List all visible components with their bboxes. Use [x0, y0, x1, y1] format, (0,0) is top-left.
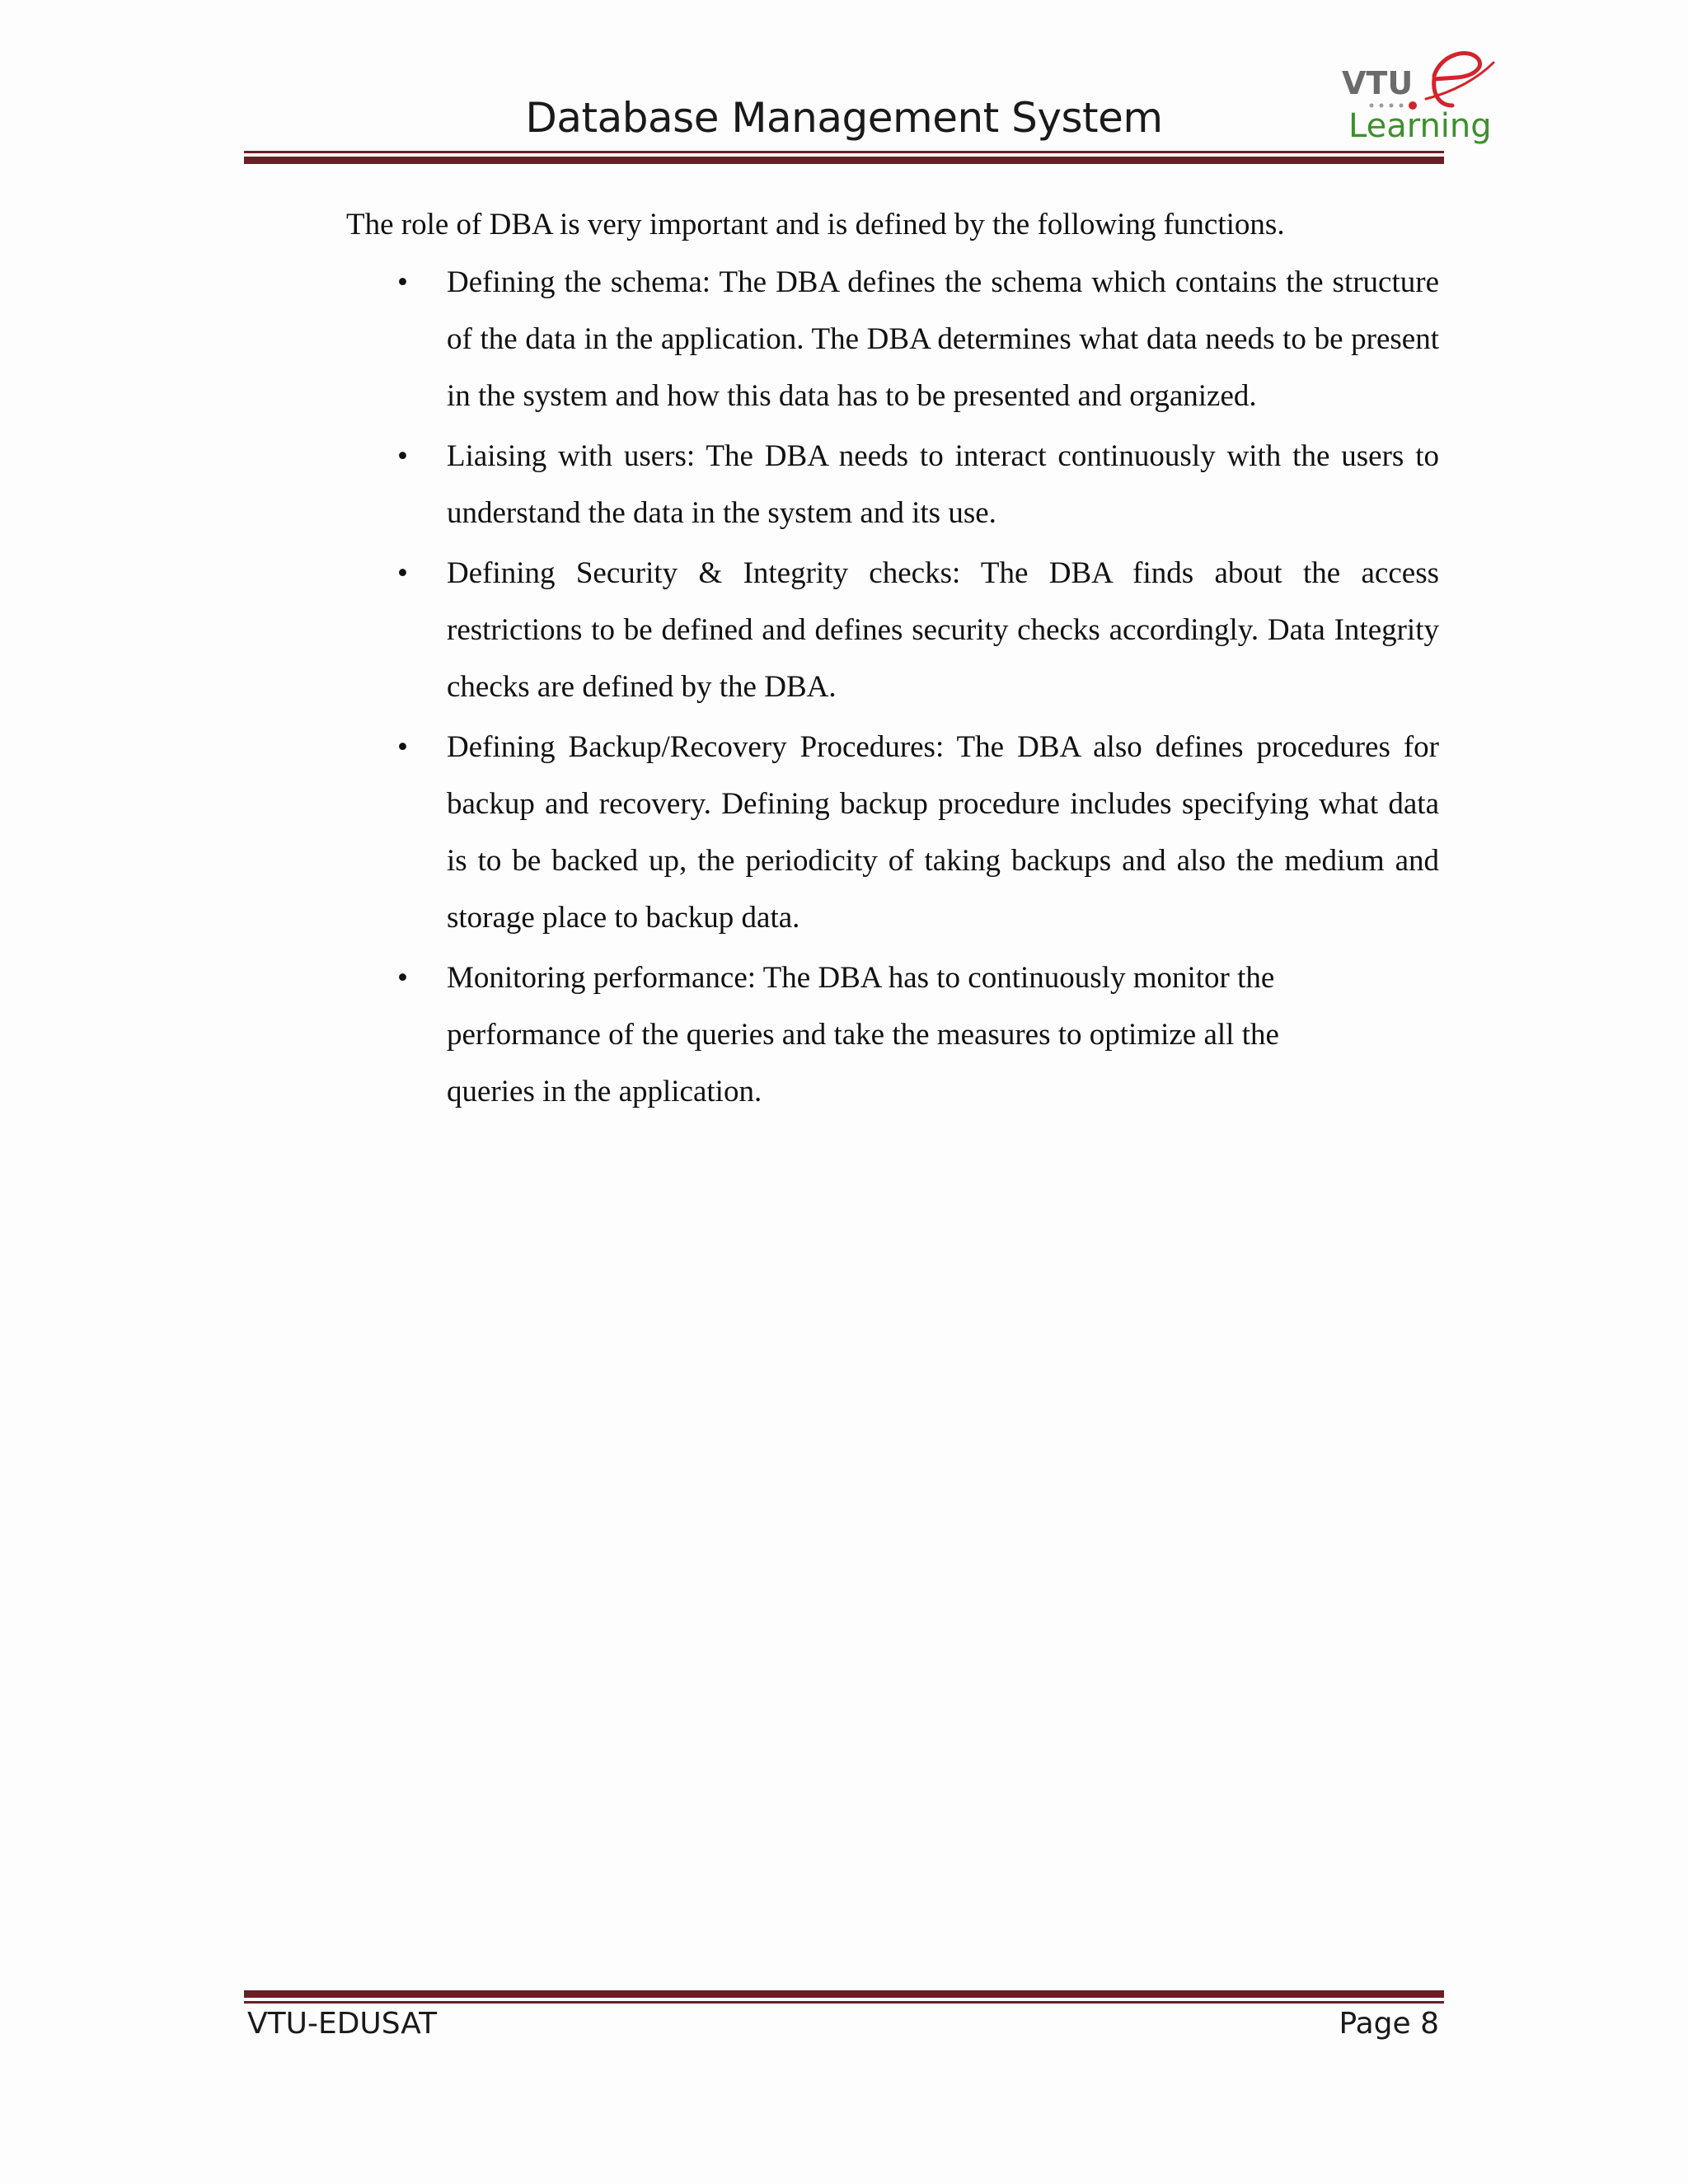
footer-rule-thin: [244, 2001, 1444, 2004]
logo-learning-text: Learning: [1348, 107, 1492, 145]
logo-vtu-text: VTU: [1342, 65, 1414, 101]
bullet-icon: •: [397, 439, 408, 473]
list-item: [346, 949, 1439, 1120]
header-rule-thin: [244, 151, 1444, 153]
footer-source: VTU-EDUSAT: [247, 2007, 438, 2041]
list-item: [346, 719, 1439, 946]
list-item: [346, 254, 1439, 424]
bullet-icon: •: [397, 265, 408, 299]
list-item: [346, 428, 1439, 541]
list-item-text: Liaising with users: The DBA needs to interact continuously with the users to understand the data in the system and its use.: [447, 439, 1439, 530]
list-item: [346, 545, 1439, 715]
bullet-icon: •: [397, 556, 408, 590]
list-item-text: Monitoring performance: The DBA has to continuously monitor the performance of the queries and take the measures to optimize all the queries in the application.: [447, 961, 1279, 1108]
logo-graphic: [1337, 40, 1510, 147]
intro-paragraph: The role of DBA is very important and is defined by the following functions.: [346, 208, 1285, 241]
page-header-title: Database Management System: [525, 94, 1163, 142]
bullet-icon: •: [397, 730, 408, 764]
bullet-icon: •: [397, 961, 408, 995]
list-item-text: Defining the schema: The DBA defines the schema which contains the structure of the data in the application. The DBA determines what data needs to be present in the system and how this data has to be presented and organized.: [447, 265, 1439, 413]
list-item-text: Defining Security & Integrity checks: The DBA finds about the access restrictions to be defined and defines security checks accordingly. Data Integrity checks are defined by the DBA.: [447, 556, 1439, 704]
page-number: Page 8: [1339, 2007, 1439, 2041]
vtu-elearning-logo: [1337, 40, 1510, 147]
list-item-text: Defining Backup/Recovery Procedures: The DBA also defines procedures for backup and recovery. Defining backup procedure includes specifying what data is to be backed up, the periodicity of taking backups and also the medium and storage place to backup data.: [447, 730, 1439, 935]
dba-functions-list: [346, 254, 1439, 1123]
header-rule-thick: [244, 157, 1444, 164]
footer-rule-thick: [244, 1990, 1444, 1998]
